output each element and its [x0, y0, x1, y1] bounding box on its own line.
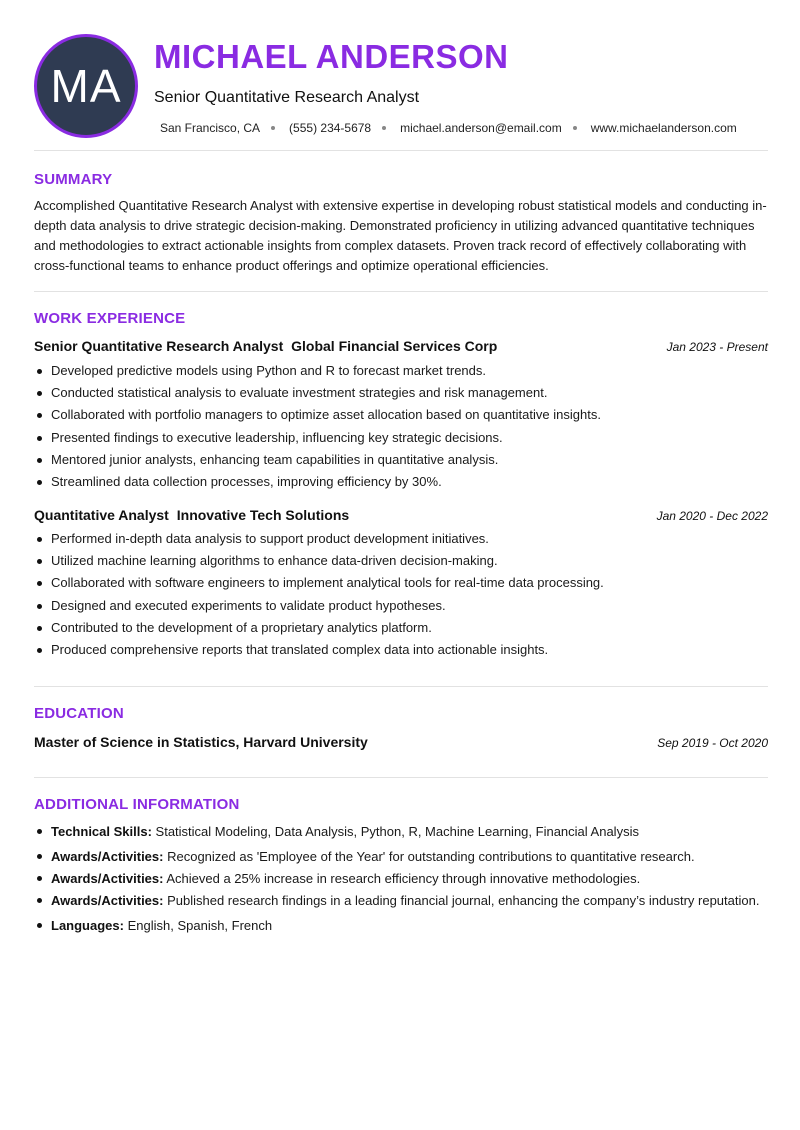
- job-role: Quantitative Analyst: [34, 507, 169, 523]
- list-item: Contributed to the development of a proprietary analytics platform.: [51, 619, 767, 641]
- summary-text: Accomplished Quantitative Research Analyst with extensive expertise in developing robust statistical models and conducting in-depth data analysis to drive strategic decision-making. Demonstrated proficiency in utilizing advanced quantitative techniques and methodologies to extract actionable insights from complex datasets. Proven track record of effectively collaborating with cross-functional teams to enhance product offerings and optimize operational efficiencies.: [34, 198, 767, 273]
- contact-separator: [573, 126, 577, 130]
- list-item: Developed predictive models using Python and R to forecast market trends.: [51, 362, 767, 384]
- list-item: [51, 916, 767, 935]
- list-item: Presented findings to executive leadership, influencing key strategic decisions.: [51, 429, 767, 451]
- info-text: Recognized as 'Employee of the Year' for outstanding contributions to quantitative research.: [167, 849, 695, 864]
- job-title-line: [34, 507, 349, 523]
- job-header: [34, 507, 768, 525]
- list-item: Collaborated with portfolio managers to optimize asset allocation based on quantitative insights.: [51, 406, 767, 428]
- job-bullets: [51, 530, 767, 663]
- info-text: Achieved a 25% increase in research efficiency through innovative methodologies.: [166, 871, 641, 886]
- job-company: Global Financial Services Corp: [291, 338, 498, 354]
- list-item: [51, 891, 767, 910]
- education-dates: Sep 2019 - Oct 2020: [657, 736, 768, 750]
- section-divider: [34, 686, 768, 687]
- candidate-title: Senior Quantitative Research Analyst: [154, 89, 420, 106]
- list-item: Streamlined data collection processes, improving efficiency by 30%.: [51, 473, 767, 495]
- contact-separator: [271, 126, 275, 130]
- education-degree: Master of Science in Statistics, Harvard University: [34, 734, 368, 750]
- list-item: Produced comprehensive reports that translated complex data into actionable insights.: [51, 641, 767, 663]
- candidate-name: MICHAEL ANDERSON: [154, 38, 509, 75]
- list-item: Designed and executed experiments to validate product hypotheses.: [51, 597, 767, 619]
- list-item: Utilized machine learning algorithms to enhance data-driven decision-making.: [51, 552, 767, 574]
- list-item: Performed in-depth data analysis to support product development initiatives.: [51, 530, 767, 552]
- summary-heading: SUMMARY: [34, 171, 113, 188]
- contact-website[interactable]: www.michaelanderson.com: [590, 121, 737, 135]
- section-divider: [34, 291, 768, 292]
- section-divider: [34, 777, 768, 778]
- work-experience-heading: WORK EXPERIENCE: [34, 310, 186, 327]
- avatar: [34, 34, 138, 138]
- info-label: Technical Skills:: [51, 824, 152, 839]
- contact-phone: (555) 234-5678: [289, 121, 372, 135]
- info-label: Awards/Activities:: [51, 893, 164, 908]
- job-title-line: [34, 338, 497, 354]
- job-header: [34, 338, 768, 356]
- education-heading: EDUCATION: [34, 705, 124, 722]
- avatar-initials: MA: [50, 60, 122, 112]
- contact-separator: [382, 126, 386, 130]
- info-text: Statistical Modeling, Data Analysis, Python, R, Machine Learning, Financial Analysis: [155, 824, 639, 839]
- contact-location: San Francisco, CA: [160, 121, 261, 135]
- job-dates: Jan 2020 - Dec 2022: [656, 509, 768, 523]
- list-item: Conducted statistical analysis to evaluate investment strategies and risk management.: [51, 384, 767, 406]
- list-item: [51, 847, 767, 866]
- additional-info-heading: ADDITIONAL INFORMATION: [34, 796, 240, 813]
- list-item: Mentored junior analysts, enhancing team capabilities in quantitative analysis.: [51, 451, 767, 473]
- list-item: [51, 869, 767, 888]
- section-divider: [34, 150, 768, 151]
- list-item: Collaborated with software engineers to implement analytical tools for real-time data processing.: [51, 574, 767, 596]
- job-dates: Jan 2023 - Present: [666, 340, 768, 354]
- info-label: Languages:: [51, 918, 124, 933]
- resume-header: [34, 34, 768, 138]
- info-text: Published research findings in a leading financial journal, enhancing the company’s industry reputation.: [167, 893, 760, 908]
- contact-info: [160, 121, 737, 135]
- job-bullets: [51, 362, 767, 495]
- contact-email[interactable]: michael.anderson@email.com: [400, 121, 562, 135]
- education-entry: [34, 734, 768, 752]
- job-company: Innovative Tech Solutions: [176, 507, 350, 523]
- info-text: English, Spanish, French: [127, 918, 273, 933]
- job-role: Senior Quantitative Research Analyst: [34, 338, 284, 354]
- additional-info-list: [51, 822, 767, 941]
- list-item: [51, 822, 767, 841]
- info-label: Awards/Activities:: [51, 871, 164, 886]
- info-label: Awards/Activities:: [51, 849, 164, 864]
